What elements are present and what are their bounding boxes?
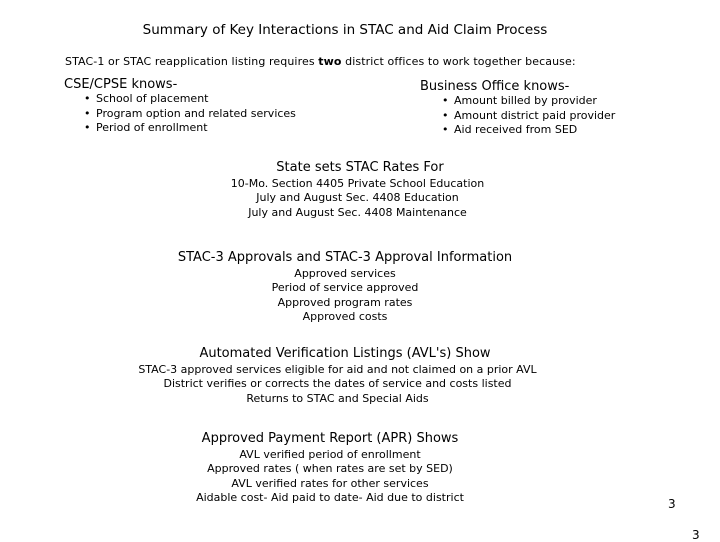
stac3-lines [0, 267, 690, 325]
avl-line: Returns to STAC and Special Aids [246, 391, 429, 405]
cse-item: • Period of enrollment [84, 121, 296, 136]
avl-line: District verifies or corrects the dates of service and costs listed [163, 377, 512, 391]
apr-lines [0, 448, 690, 506]
stac3-heading: STAC-3 Approvals and STAC-3 Approval Information [177, 250, 513, 265]
apr-heading: Approved Payment Report (APR) Shows [201, 431, 459, 446]
intro-text-start: STAC-1 or STAC reapplication listing requires [65, 55, 319, 68]
state-rates-heading: State sets STAC Rates For [276, 160, 444, 175]
business-office-item: • Aid received from SED [442, 123, 615, 138]
state-rates-line: July and August Sec. 4408 Maintenance [248, 205, 467, 219]
avl-section [0, 345, 690, 406]
intro-text-end: district offices to work together because: [341, 55, 576, 68]
slide-page-number: 3 [668, 497, 676, 511]
intro-text-bold: two [318, 55, 342, 68]
business-office-item: • Amount district paid provider [442, 109, 615, 124]
business-office-heading: Business Office knows- [420, 79, 570, 94]
apr-line: AVL verified period of enrollment [239, 448, 421, 461]
intro-text [65, 55, 576, 68]
apr-line: Aidable cost- Aid paid to date- Aid due to district [196, 491, 464, 505]
stac3-line: Approved services [294, 267, 396, 280]
apr-line: Approved rates ( when rates are set by SED) [207, 462, 453, 476]
state-rates-line: 10-Mo. Section 4405 Private School Education [230, 177, 485, 190]
cse-list [84, 92, 296, 136]
business-office-block [420, 79, 615, 138]
stac3-line: Approved costs [302, 310, 388, 324]
cse-item: • Program option and related services [84, 107, 296, 122]
state-rates-lines [25, 177, 690, 220]
stac3-line: Approved program rates [277, 295, 413, 309]
avl-heading: Automated Verification Listings (AVL's) Show [199, 346, 491, 361]
apr-line: AVL verified rates for other services [231, 476, 429, 490]
stac3-section [0, 249, 690, 325]
cse-block [64, 77, 296, 136]
cse-item: • School of placement [84, 92, 296, 107]
state-rates-line: July and August Sec. 4408 Education [256, 191, 459, 205]
business-office-item: • Amount billed by provider [442, 94, 615, 109]
business-office-list [442, 94, 615, 138]
state-rates-section [0, 159, 690, 220]
avl-lines [0, 363, 690, 406]
cse-heading: CSE/CPSE knows- [64, 77, 178, 92]
apr-section [0, 430, 690, 506]
avl-line: STAC-3 approved services eligible for aid and not claimed on a prior AVL [138, 363, 537, 376]
stac3-line: Period of service approved [271, 281, 419, 295]
page-title: Summary of Key Interactions in STAC and Aid Claim Process [142, 22, 548, 38]
corner-page-number: 3 [692, 528, 700, 542]
